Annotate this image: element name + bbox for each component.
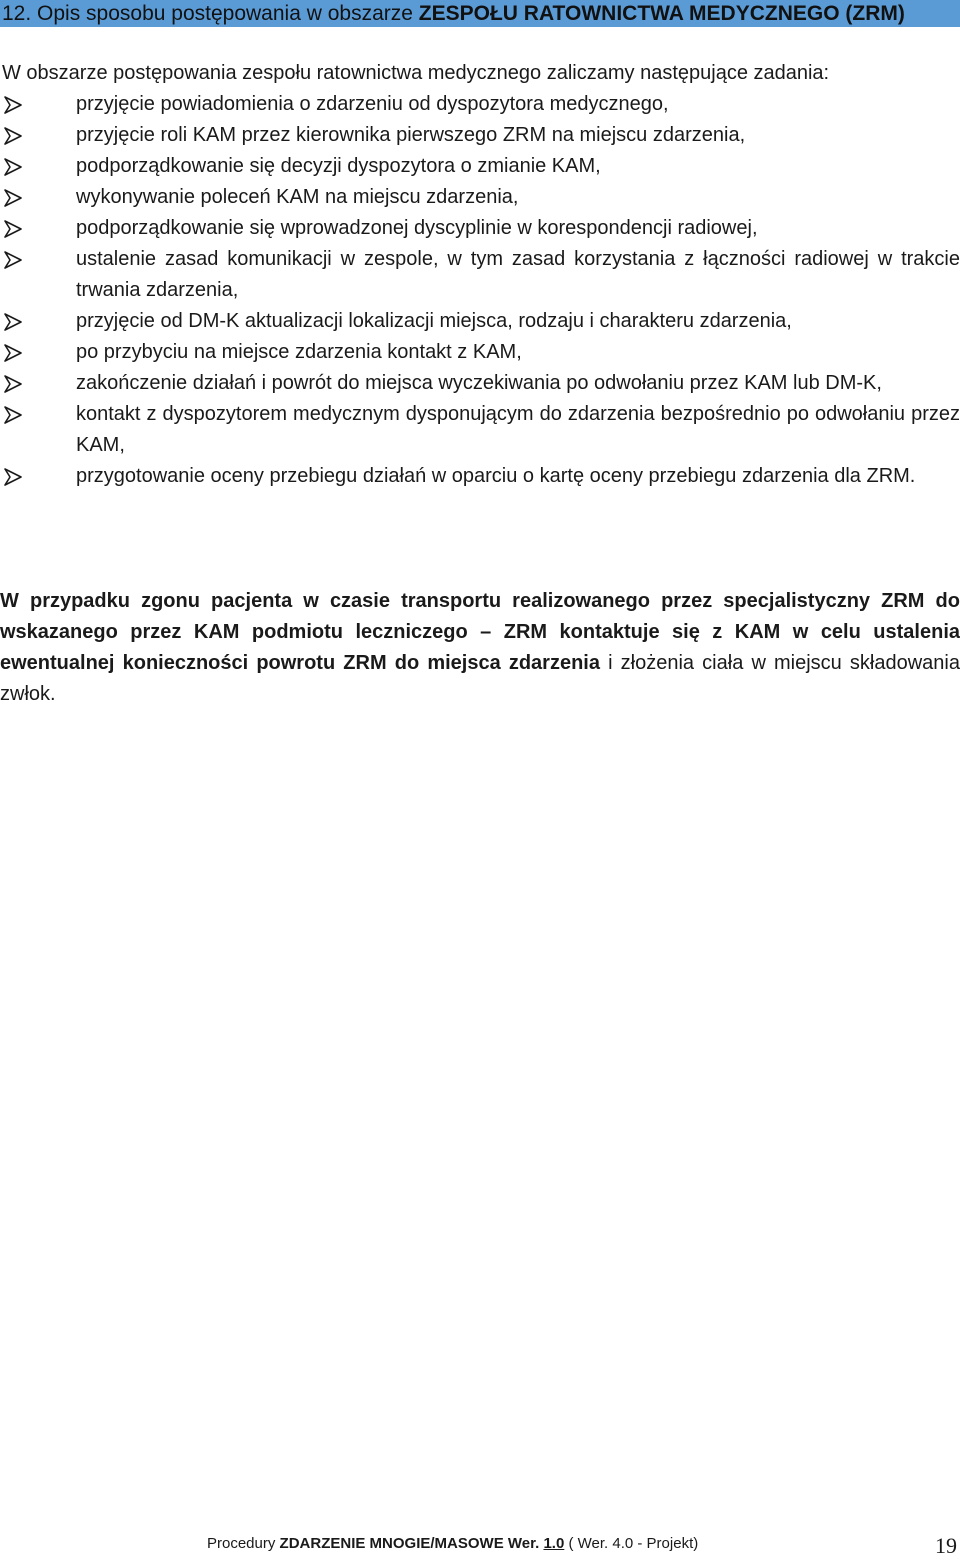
list-item <box>0 461 960 492</box>
section-heading <box>0 0 960 27</box>
arrow-bullet-icon <box>3 468 23 486</box>
arrow-bullet-icon <box>3 96 23 114</box>
task-list <box>0 89 960 492</box>
arrow-bullet-icon <box>3 189 23 207</box>
arrow-bullet-icon <box>3 375 23 393</box>
intro-text: W obszarze postępowania zespołu ratownictwa medycznego zaliczamy następujące zadania: <box>2 62 830 84</box>
page-footer <box>207 1530 960 1558</box>
list-item-text: przygotowanie oceny przebiegu działań w oparciu o kartę oceny przebiegu zdarzenia dla ZRM. <box>76 465 916 487</box>
list-item <box>0 213 960 244</box>
list-item-text: podporządkowanie się decyzji dyspozytora o zmianie KAM, <box>76 155 601 177</box>
list-item-text: ustalenie zasad komunikacji w zespole, w tym zasad korzystania z łączności radiowej w trakcie trwania zdarzenia, <box>76 248 960 301</box>
list-item <box>0 89 960 120</box>
list-item-text: przyjęcie powiadomienia o zdarzeniu od dyspozytora medycznego, <box>76 93 669 115</box>
footer-title: ZDARZENIE MNOGIE/MASOWE Wer. <box>279 1535 544 1552</box>
list-item <box>0 120 960 151</box>
arrow-bullet-icon <box>3 127 23 145</box>
list-item-text: przyjęcie roli KAM przez kierownika pierwszego ZRM na miejscu zdarzenia, <box>76 124 746 146</box>
footer-version: 1.0 <box>543 1535 565 1552</box>
heading-text: Opis sposobu postępowania w obszarze <box>31 2 419 25</box>
list-item <box>0 399 960 461</box>
arrow-bullet-icon <box>3 251 23 269</box>
list-item-text: kontakt z dyspozytorem medycznym dysponującym do zdarzenia bezpośrednio po odwołaniu przez KAM, <box>76 403 960 456</box>
footer-suffix: ( Wer. 4.0 - Projekt) <box>564 1535 699 1552</box>
note-normal-text: i złożenia ciała w miejscu składowania zwłok. <box>0 652 960 705</box>
list-item <box>0 151 960 182</box>
page-number: 19 <box>935 1533 957 1558</box>
list-item-text: przyjęcie od DM-K aktualizacji lokalizacji miejsca, rodzaju i charakteru zdarzenia, <box>76 310 792 332</box>
arrow-bullet-icon <box>3 220 23 238</box>
list-item <box>0 182 960 213</box>
arrow-bullet-icon <box>3 344 23 362</box>
list-item-text: zakończenie działań i powrót do miejsca wyczekiwania po odwołaniu przez KAM lub DM-K, <box>76 372 882 394</box>
list-item-text: podporządkowanie się wprowadzonej dyscyplinie w korespondencji radiowej, <box>76 217 758 239</box>
arrow-bullet-icon <box>3 313 23 331</box>
list-item <box>0 244 960 306</box>
list-item-text: wykonywanie poleceń KAM na miejscu zdarzenia, <box>76 186 519 208</box>
list-item-text: po przybyciu na miejsce zdarzenia kontakt z KAM, <box>76 341 522 363</box>
list-item <box>0 306 960 337</box>
footer-prefix: Procedury <box>207 1535 280 1552</box>
arrow-bullet-icon <box>3 406 23 424</box>
heading-number: 12. <box>2 2 32 25</box>
list-item <box>0 368 960 399</box>
arrow-bullet-icon <box>3 158 23 176</box>
note-paragraph <box>0 586 960 710</box>
heading-bold-text: ZESPOŁU RATOWNICTWA MEDYCZNEGO (ZRM) <box>418 2 905 25</box>
note-bold-text: W przypadku zgonu pacjenta w czasie transportu realizowanego przez specjalistyczny ZRM do wskazanego przez KAM podmiotu leczniczego – ZRM kontaktuje się z KAM w celu ustalenia ewentualnej konieczności powrotu ZRM do miejsca zdarzenia <box>0 590 960 674</box>
list-item <box>0 337 960 368</box>
